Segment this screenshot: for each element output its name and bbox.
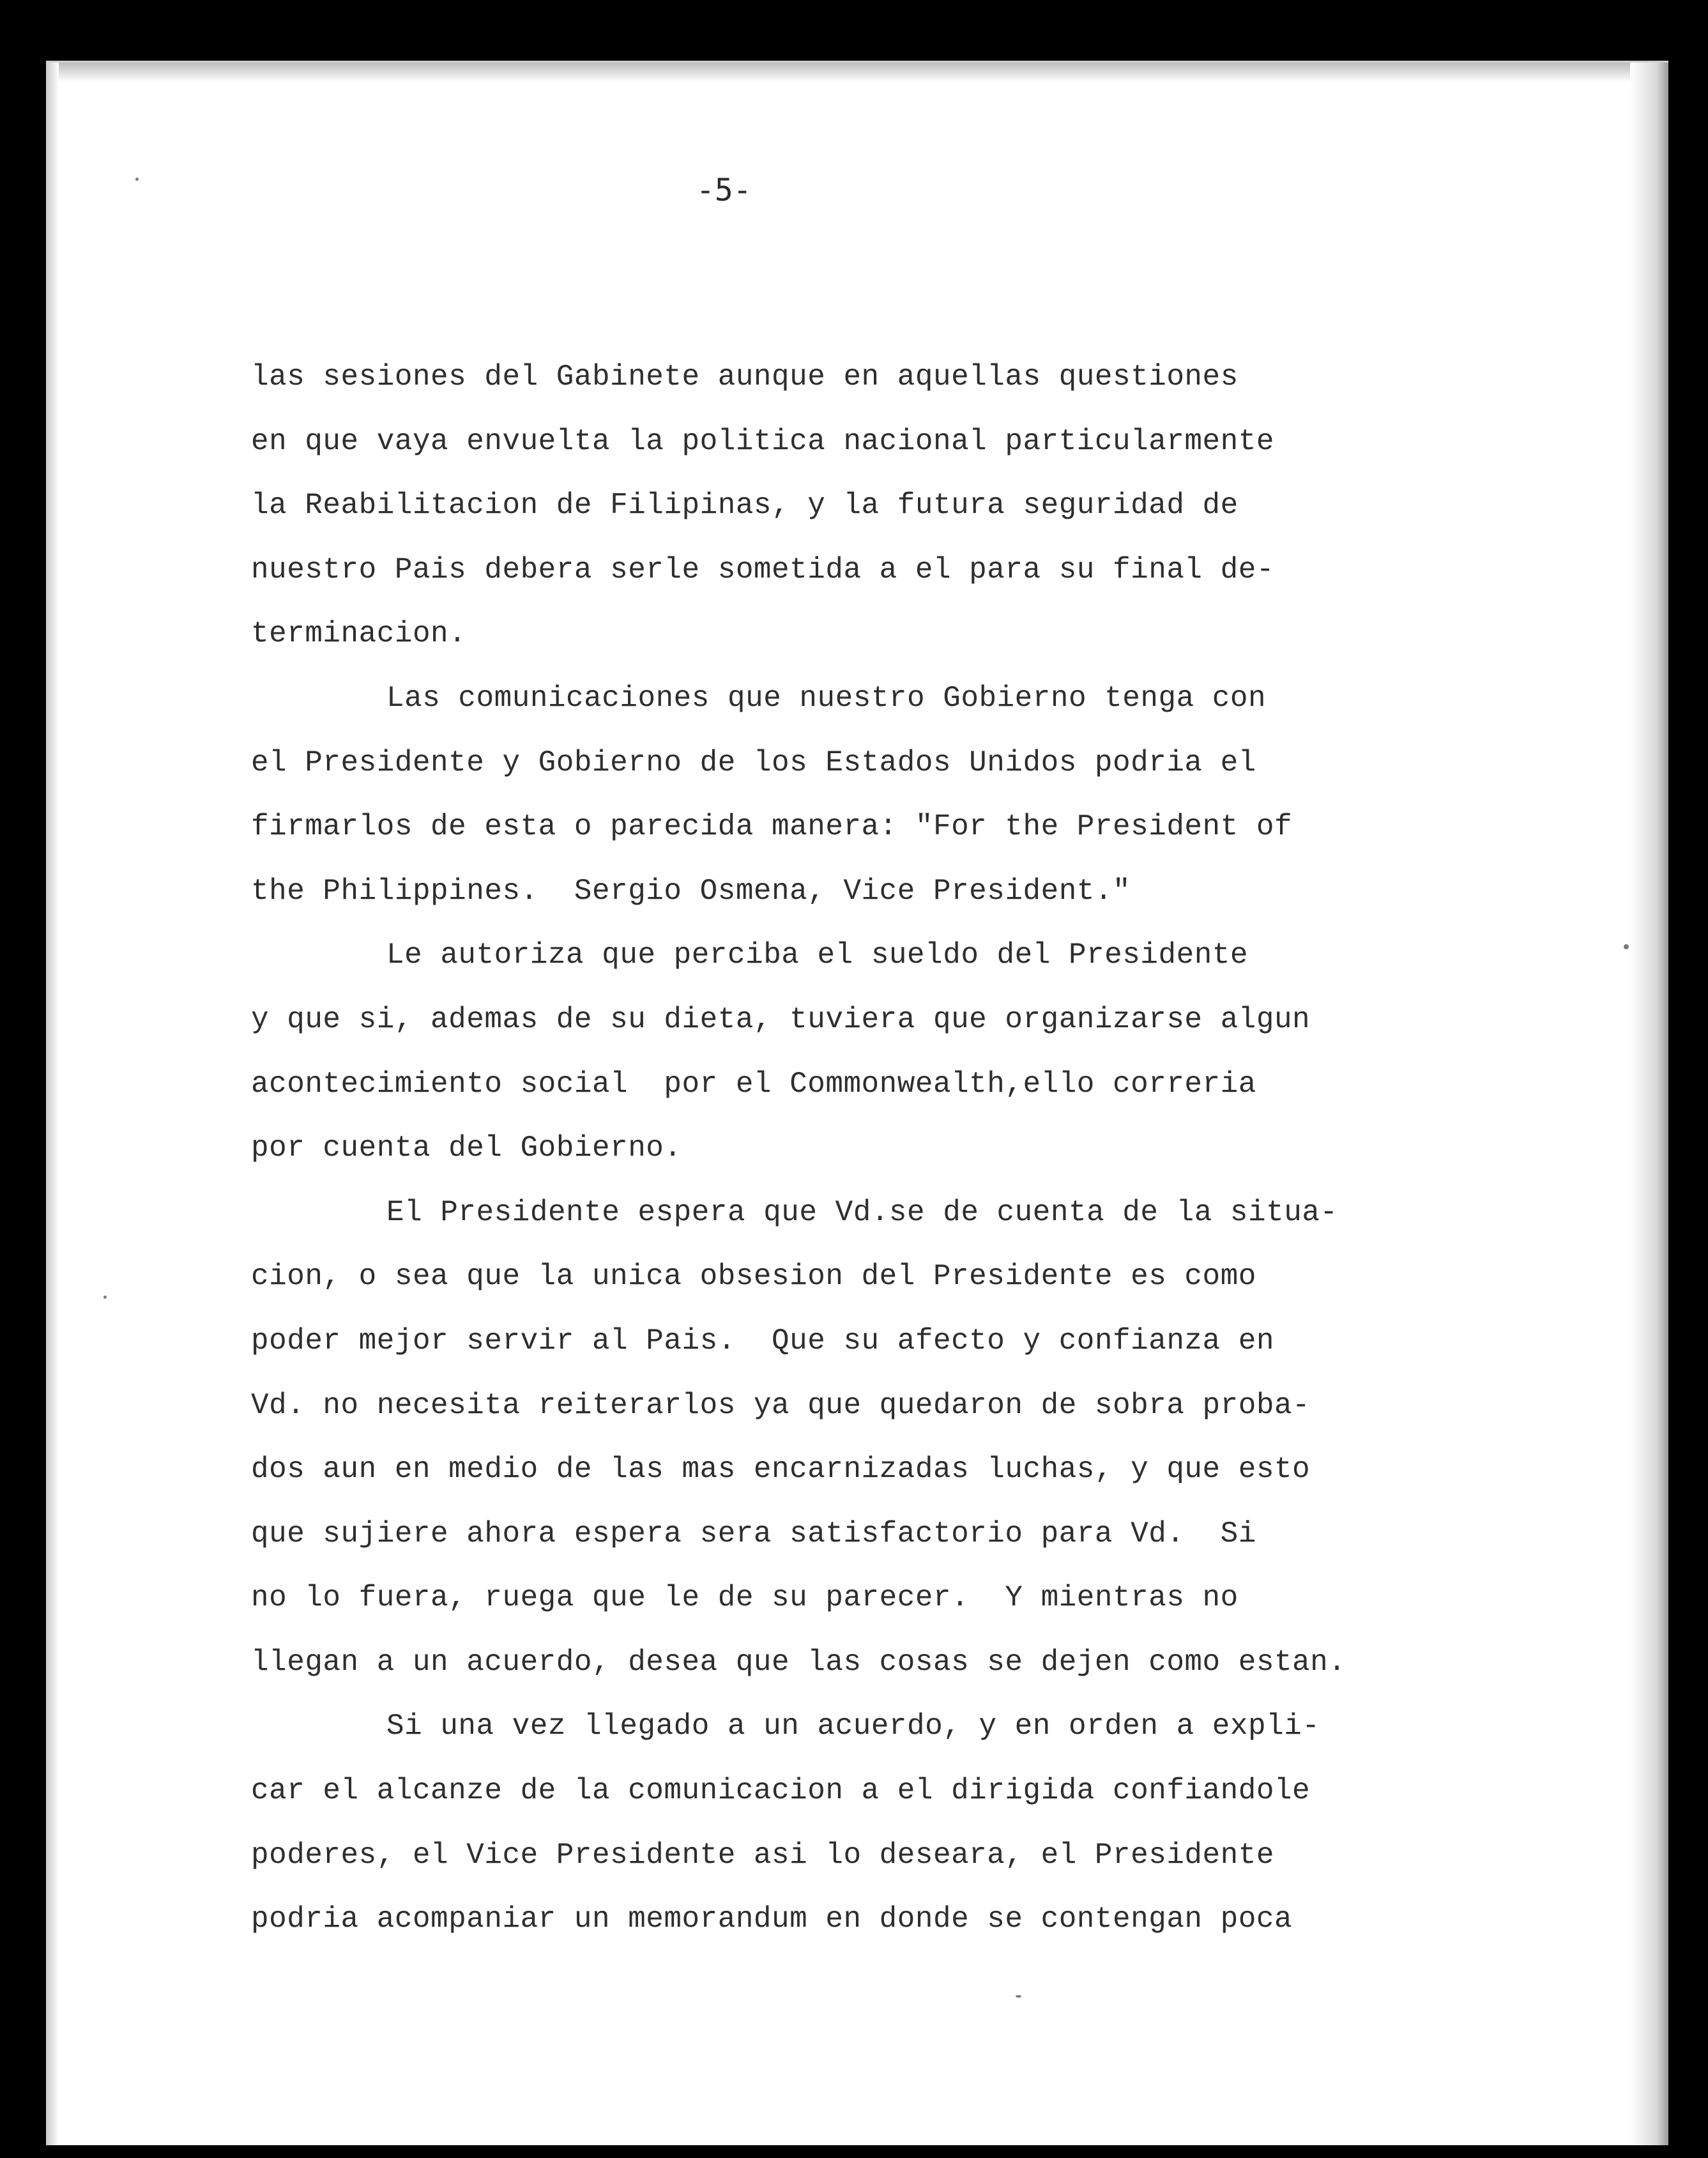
text-line: firmarlos de esta o parecida manera: "For the President of — [251, 810, 1293, 844]
text-line: El Presidente espera que Vd.se de cuenta de la situa- — [386, 1195, 1338, 1229]
page-top-edge — [46, 63, 1668, 82]
text-line: que sujiere ahora espera sera satisfactorio para Vd. Si — [251, 1517, 1256, 1550]
text-line: Las comunicaciones que nuestro Gobierno tenga con — [386, 681, 1267, 715]
text-line: no lo fuera, ruega que le de su parecer. Y mientras no — [251, 1581, 1239, 1615]
text-line: la Reabilitacion de Filipinas, y la futura seguridad de — [251, 489, 1239, 523]
text-line: llegan a un acuerdo, desea que las cosas se dejen como estan. — [251, 1645, 1346, 1679]
text-line: por cuenta del Gobierno. — [251, 1131, 682, 1165]
text-line: the Philippines. Sergio Osmena, Vice President." — [251, 874, 1131, 908]
text-line: Vd. no necesita reiterarlos ya que quedaron de sobra proba- — [251, 1388, 1311, 1422]
typed-letter-body — [251, 345, 1497, 1952]
text-line: cion, o sea que la unica obsesion del Presidente es como — [251, 1260, 1256, 1294]
text-line: Si una vez llegado a un acuerdo, y en orden a expli- — [386, 1710, 1320, 1743]
text-line: poderes, el Vice Presidente asi lo deseara, el Presidente — [251, 1838, 1274, 1872]
text-line: podria acompaniar un memorandum en donde se contengan poca — [251, 1902, 1293, 1936]
text-line: y que si, ademas de su dieta, tuviera que organizarse algun — [251, 1002, 1311, 1036]
paper-speck — [1016, 1995, 1021, 1998]
text-line: nuestro Pais debera serle sometida a el para su final de- — [251, 553, 1274, 586]
paper-speck — [135, 178, 139, 181]
text-line: el Presidente y Gobierno de los Estados Unidos podria el — [251, 746, 1256, 779]
text-line: car el alcanze de la comunicacion a el dirigida confiandole — [251, 1774, 1311, 1808]
paper-speck — [103, 1296, 107, 1299]
text-line: en que vaya envuelta la politica nacional particularmente — [251, 424, 1274, 458]
text-line: poder mejor servir al Pais. Que su afecto y confianza en — [251, 1324, 1274, 1358]
page-right-edge-shadow — [1630, 63, 1668, 2145]
text-line: acontecimiento social por el Commonwealth,ello correria — [251, 1067, 1256, 1101]
paper-speck — [1624, 944, 1629, 949]
text-line: terminacion. — [251, 617, 467, 651]
page-number: -5- — [696, 172, 752, 208]
page-left-edge — [46, 63, 59, 2145]
text-line: dos aun en medio de las mas encarnizadas luchas, y que esto — [251, 1453, 1311, 1487]
text-line: las sesiones del Gabinete aunque en aquellas questiones — [251, 360, 1239, 394]
text-line: Le autoriza que perciba el sueldo del Presidente — [386, 938, 1249, 972]
